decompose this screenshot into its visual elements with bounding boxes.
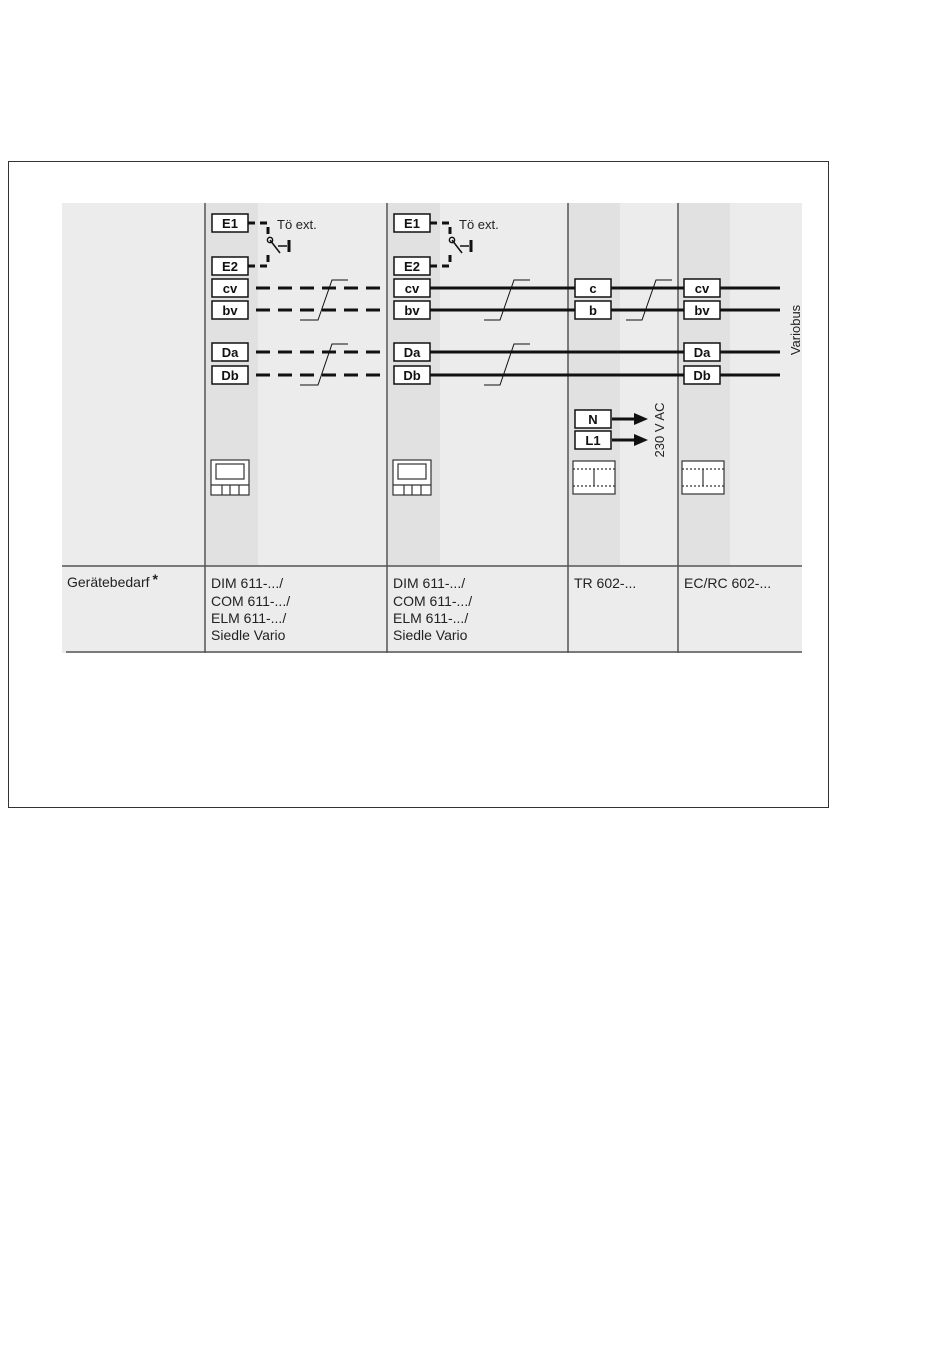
device-entry: Siedle Vario	[211, 627, 286, 643]
terminal-cv-col4: cv	[694, 281, 710, 296]
requirements-label-text: Gerätebedarf	[67, 574, 150, 590]
terminal-b-col3: b	[589, 303, 597, 318]
device-entry: DIM 611-.../	[393, 575, 466, 591]
terminal-e2-col2: E2	[404, 259, 420, 274]
device-entry: EC/RC 602-...	[684, 575, 772, 591]
terminal-da-col2: Da	[403, 345, 421, 360]
terminal-e2-col1: E2	[222, 259, 238, 274]
requirements-label	[67, 571, 159, 590]
device-entry: TR 602-...	[574, 575, 637, 591]
switch-label-col2: Tö ext.	[459, 217, 499, 232]
terminal-l1-col3: L1	[585, 433, 601, 448]
voltage-label: 230 V AC	[652, 402, 667, 458]
device-entry: COM 611-.../	[211, 593, 291, 609]
terminal-da-col1: Da	[221, 345, 239, 360]
terminal-bv-col1: bv	[222, 303, 238, 318]
device-entry: DIM 611-.../	[211, 575, 284, 591]
din-rail-unit-icon-4	[682, 461, 724, 494]
din-rail-unit-icon-3	[573, 461, 615, 494]
terminal-n-col3: N	[588, 412, 598, 427]
terminal-bv-col4: bv	[694, 303, 710, 318]
device-list-col3	[574, 575, 636, 591]
variobus-label: Variobus	[788, 304, 803, 356]
device-entry: Siedle Vario	[393, 627, 468, 643]
device-entry: COM 611-.../	[393, 593, 473, 609]
terminal-cv-col1: cv	[222, 281, 238, 296]
terminal-c-col3: c	[589, 281, 597, 296]
device-list-col4	[684, 575, 771, 591]
device-module-icon-1	[211, 460, 249, 495]
requirements-marker: *	[152, 571, 158, 587]
switch-label-col1: Tö ext.	[277, 217, 317, 232]
terminal-e1-col1: E1	[222, 216, 238, 231]
column-band-3	[568, 203, 620, 566]
device-entry: ELM 611-.../	[211, 610, 287, 626]
terminal-e1-col2: E1	[404, 216, 420, 231]
device-entry: ELM 611-.../	[393, 610, 469, 626]
device-module-icon-2	[393, 460, 431, 495]
terminal-bv-col2: bv	[404, 303, 420, 318]
terminal-da-col4: Da	[693, 345, 711, 360]
terminal-cv-col2: cv	[404, 281, 420, 296]
terminal-db-col2: Db	[403, 368, 421, 383]
terminal-db-col1: Db	[221, 368, 239, 383]
terminal-db-col4: Db	[693, 368, 711, 383]
